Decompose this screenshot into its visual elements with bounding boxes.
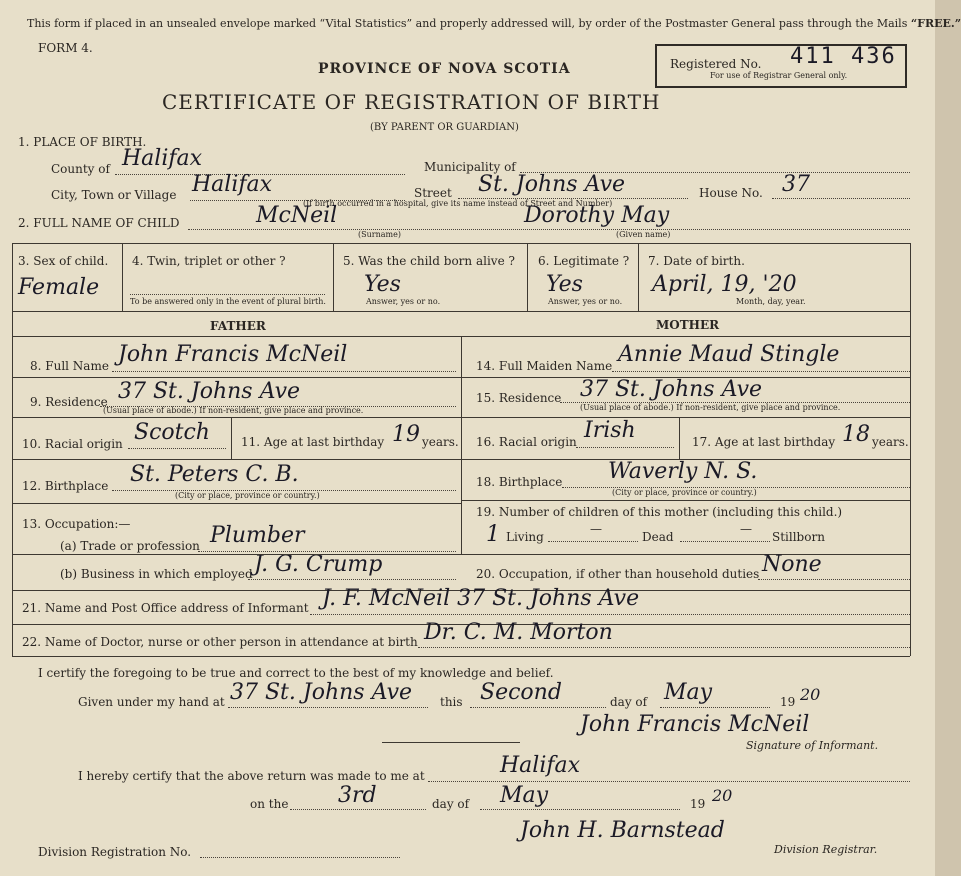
doctor-label: 22. Name of Doctor, nurse or other person in attendance at birth: [22, 635, 418, 649]
alive-value: Yes: [364, 272, 401, 297]
father-racial-label: 10. Racial origin: [22, 437, 123, 451]
father-age-divider: [231, 417, 232, 459]
mail-notice: [27, 17, 961, 30]
father-age-label: 11. Age at last birthday: [241, 435, 385, 449]
father-birthplace-note: (City or place, province or country.): [175, 491, 320, 500]
registrar-signature-caption: Division Registrar.: [774, 843, 878, 856]
registrar-year-value: 20: [712, 786, 733, 805]
mother-birthplace-value: Waverly N. S.: [608, 459, 758, 484]
father-name-value: John Francis McNeil: [118, 342, 348, 367]
mother-name-label: 14. Full Maiden Name: [476, 359, 613, 373]
municipality-label: Municipality of: [424, 160, 516, 174]
informant-label: 21. Name and Post Office address of Informant: [22, 601, 309, 615]
certify-month-line: [660, 707, 770, 708]
twin-line: [130, 294, 325, 295]
registrar-month-line: [480, 809, 680, 810]
informant-line: [310, 614, 910, 615]
father-occupation-label: 13. Occupation:—: [22, 517, 131, 531]
mother-age-divider: [679, 417, 680, 459]
legitimate-label: 6. Legitimate ?: [538, 254, 630, 268]
mother-dead-line: [548, 541, 638, 542]
sex-label: 3. Sex of child.: [18, 254, 109, 268]
certify-place-value: 37 St. Johns Ave: [230, 680, 413, 705]
house-label: House No.: [699, 186, 763, 200]
twin-label: 4. Twin, triplet or other ?: [132, 254, 286, 268]
father-racial-value: Scotch: [134, 420, 210, 445]
child-surname-value: McNeil: [256, 203, 338, 228]
father-row-line-2: [12, 417, 461, 418]
father-name-label: 8. Full Name: [30, 359, 109, 373]
mother-living-value: 1: [486, 522, 500, 547]
father-birthplace-value: St. Peters C. B.: [130, 462, 299, 487]
mother-name-value: Annie Maud Stingle: [618, 342, 840, 367]
certify-month-value: May: [664, 680, 713, 705]
registrar-day-value: 3rd: [338, 783, 377, 808]
surname-caption: (Surname): [358, 230, 401, 239]
dob-note: Month, day, year.: [736, 297, 806, 306]
certify-top-line: [12, 656, 910, 657]
division-registration-label: Division Registration No.: [38, 845, 192, 859]
street-label: Street: [414, 186, 452, 200]
mail-notice-text: This form if placed in an unsealed envelope marked “Vital Statistics” and properly addressed will, by order of the Postmaster General pass through the Mails: [27, 17, 908, 30]
alive-label: 5. Was the child born alive ?: [343, 254, 515, 268]
row3-divider-1: [122, 243, 123, 311]
informant-value: J. F. McNeil 37 St. Johns Ave: [322, 586, 640, 611]
mother-racial-line: [576, 447, 674, 448]
registrar-place-line: [428, 781, 910, 782]
registrar-signature: John H. Barnstead: [520, 818, 725, 843]
row3-divider-4: [638, 243, 639, 311]
mother-children-label: 19. Number of children of this mother (including this child.): [476, 505, 843, 519]
registrar-day-of-label: day of: [432, 797, 470, 811]
row3-divider-2: [333, 243, 334, 311]
registrar-use-note: For use of Registrar General only.: [710, 71, 848, 80]
house-value: 37: [782, 172, 810, 197]
father-business-label: (b) Business in which employed: [60, 567, 253, 581]
father-business-value: J. G. Crump: [254, 552, 383, 577]
city-value: Halifax: [192, 172, 273, 197]
county-value: Halifax: [122, 146, 203, 171]
mother-living-label: Living: [506, 530, 544, 544]
street-value: St. Johns Ave: [478, 172, 626, 197]
form-number: FORM 4.: [38, 41, 93, 55]
certify-day-value: Second: [480, 680, 562, 705]
twin-note: To be answered only in the event of plural birth.: [130, 297, 326, 306]
registrar-month-value: May: [500, 783, 549, 808]
registrar-day-line: [290, 809, 426, 810]
certify-place-line: [228, 707, 428, 708]
mother-occupation-line: [758, 579, 910, 580]
left-frame-line: [12, 243, 13, 656]
father-business-line: [248, 579, 456, 580]
mother-dead-value: —: [590, 522, 602, 536]
registered-label: Registered No.: [670, 57, 762, 71]
dob-label: 7. Date of birth.: [648, 254, 745, 268]
registrar-year-prefix: 19: [690, 797, 706, 811]
child-given-value: Dorothy May: [524, 203, 670, 228]
father-age-unit: years.: [422, 435, 459, 449]
child-name-line: [188, 229, 910, 230]
mother-age-value: 18: [842, 422, 870, 447]
child-name-label: 2. FULL NAME OF CHILD: [18, 216, 180, 230]
mail-notice-free: “FREE.”: [910, 17, 961, 30]
certificate-title: CERTIFICATE OF REGISTRATION OF BIRTH: [162, 90, 661, 114]
mother-name-line: [612, 371, 910, 372]
father-birthplace-label: 12. Birthplace: [22, 479, 109, 493]
father-row-line-4: [12, 503, 461, 504]
mother-birthplace-note: (City or place, province or country.): [612, 488, 757, 497]
certify-given-label: Given under my hand at: [78, 695, 225, 709]
given-caption: (Given name): [616, 230, 671, 239]
mother-age-unit: years.: [872, 435, 909, 449]
father-residence-value: 37 St. Johns Ave: [118, 379, 301, 404]
mother-racial-label: 16. Racial origin: [476, 435, 577, 449]
parents-top-line: [12, 336, 910, 337]
division-registration-line: [200, 857, 400, 858]
legitimate-note: Answer, yes or no.: [548, 297, 623, 306]
certify-day-line: [470, 707, 606, 708]
province-heading: PROVINCE OF NOVA SCOTIA: [318, 61, 571, 77]
father-row-line-1: [12, 377, 461, 378]
certify-this-label: this: [440, 695, 463, 709]
mother-birthplace-label: 18. Birthplace: [476, 475, 563, 489]
place-of-birth-heading: 1. PLACE OF BIRTH.: [18, 135, 147, 149]
certify-year-prefix: 19: [780, 695, 796, 709]
mother-stillborn-line: [680, 541, 770, 542]
registrar-place-value: Halifax: [500, 753, 581, 778]
mother-occupation-value: None: [762, 552, 822, 577]
mother-age-label: 17. Age at last birthday: [692, 435, 836, 449]
father-racial-line: [128, 448, 226, 449]
father-age-value: 19: [392, 422, 420, 447]
father-heading: FATHER: [210, 319, 266, 333]
informant-signature: John Francis McNeil: [580, 712, 810, 737]
row3-bottom-line: [12, 311, 910, 312]
father-trade-label: (a) Trade or profession: [60, 539, 200, 553]
certify-statement: I certify the foregoing to be true and correct to the best of my knowledge and belief.: [38, 666, 554, 680]
registrar-statement: I hereby certify that the above return was made to me at: [78, 769, 425, 783]
registered-number: 411 436: [790, 44, 897, 69]
father-row-line-3: [12, 459, 461, 460]
father-name-line: [112, 371, 456, 372]
house-line: [772, 198, 910, 199]
mother-occupation-label: 20. Occupation, if other than household duties: [476, 567, 760, 581]
mother-row-line-4: [461, 500, 910, 501]
mother-racial-value: Irish: [584, 418, 636, 443]
legitimate-value: Yes: [546, 272, 583, 297]
mother-dead-label: Dead: [642, 530, 674, 544]
informant-signature-caption: Signature of Informant.: [746, 739, 879, 752]
certificate-subtitle: (BY PARENT OR GUARDIAN): [370, 122, 519, 133]
mother-heading: MOTHER: [656, 318, 720, 332]
certify-day-of-label: day of: [610, 695, 648, 709]
separator-short-line: [382, 742, 520, 743]
father-trade-value: Plumber: [210, 523, 305, 548]
parents-divider: [461, 336, 462, 554]
registrar-on-the-label: on the: [250, 797, 289, 811]
father-residence-label: 9. Residence: [30, 395, 108, 409]
certify-year-value: 20: [800, 685, 821, 704]
sex-value: Female: [18, 275, 100, 300]
mother-row-line-2: [461, 417, 910, 418]
mother-residence-label: 15. Residence: [476, 391, 562, 405]
row3-divider-3: [527, 243, 528, 311]
doctor-value: Dr. C. M. Morton: [424, 620, 613, 645]
mother-stillborn-label: Stillborn: [772, 530, 825, 544]
row3-top-line: [12, 243, 910, 244]
doctor-line: [418, 647, 910, 648]
hospital-note: (If birth occurred in a hospital, give its name instead of Street and Number): [303, 199, 613, 208]
father-residence-note: (Usual place of abode.) If non-resident, give place and province.: [103, 406, 364, 415]
mother-residence-value: 37 St. Johns Ave: [580, 377, 763, 402]
dob-value: April, 19, '20: [652, 272, 797, 297]
mother-stillborn-value: —: [740, 522, 752, 536]
county-label: County of: [51, 162, 110, 176]
mother-residence-note: (Usual place of abode.) If non-resident, give place and province.: [580, 403, 841, 412]
city-label: City, Town or Village: [51, 188, 177, 202]
right-frame-line: [910, 243, 911, 656]
alive-note: Answer, yes or no.: [366, 297, 441, 306]
